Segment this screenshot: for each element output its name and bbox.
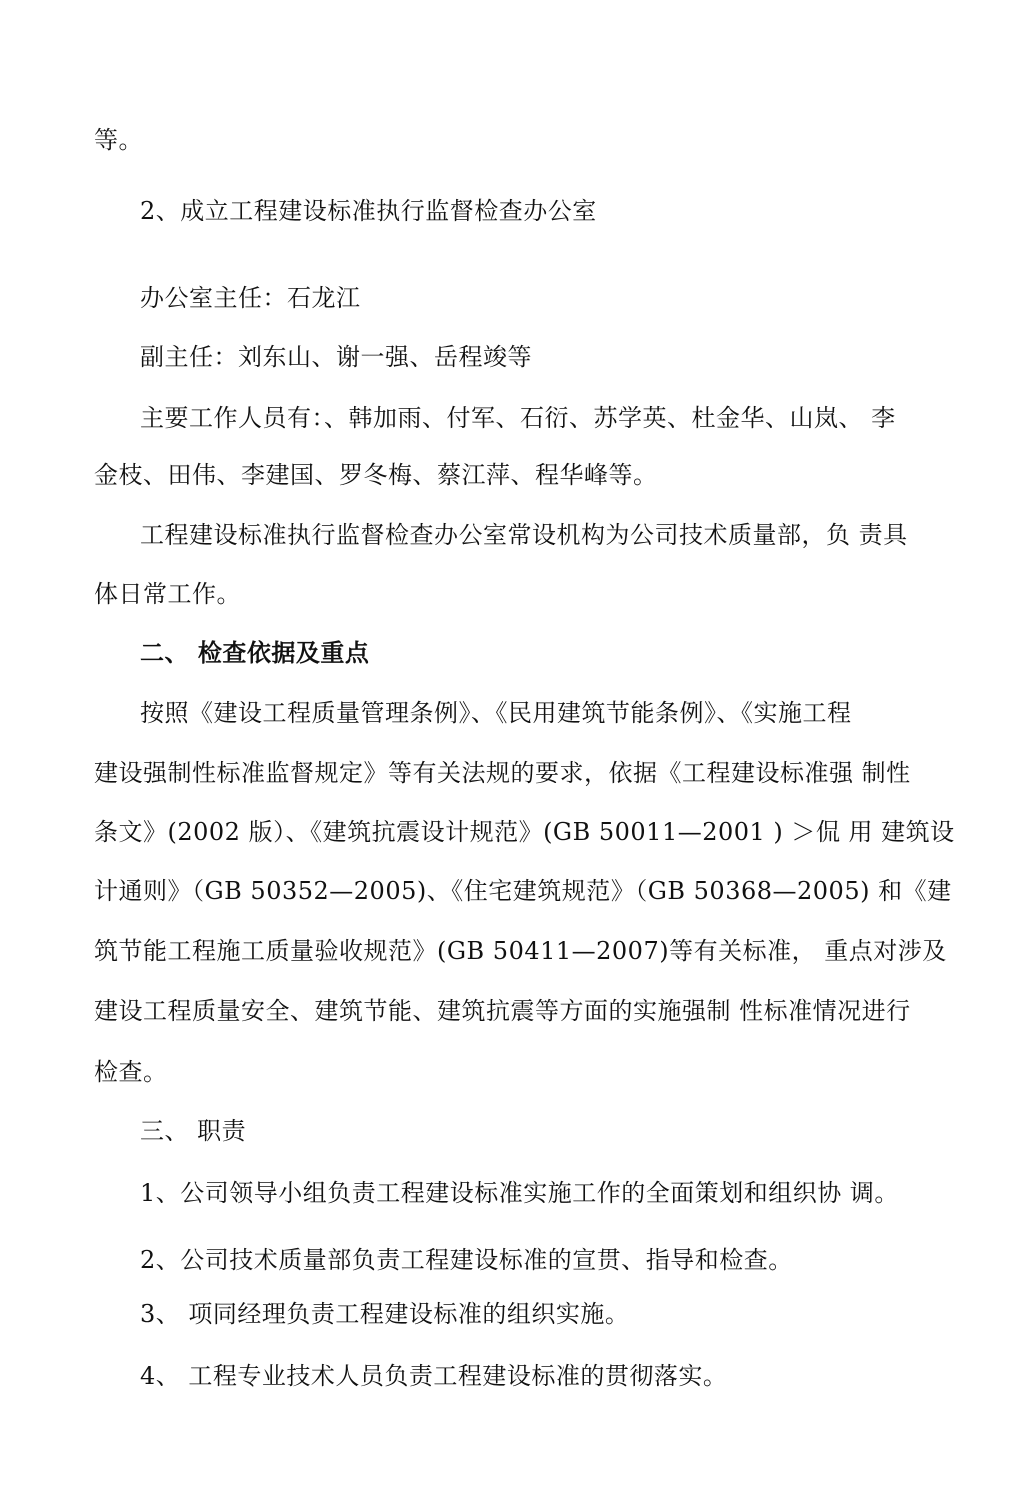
- paragraph-line: 金枝、田伟、李建国、罗冬梅、蔡江萍、程华峰等。: [94, 461, 658, 489]
- section-heading: 三、 职责: [140, 1117, 247, 1145]
- paragraph-line: 筑节能工程施工质量验收规范》(GB 50411—2007)等有关标准， 重点对涉及: [94, 937, 947, 965]
- paragraph-line: 副主任：刘东山、谢一强、岳程竣等: [140, 343, 532, 371]
- list-item: 3、 项同经理负责工程建设标准的组织实施。: [140, 1300, 630, 1328]
- paragraph-line: 办公室主任：石龙江: [140, 284, 361, 312]
- list-item: 4、 工程专业技术人员负责工程建设标准的贯彻落实。: [140, 1362, 728, 1390]
- paragraph-line: 等。: [94, 126, 143, 154]
- paragraph-line: 工程建设标准执行监督检查办公室常设机构为公司技术质量部，负 责具: [140, 521, 908, 549]
- list-item: 1、公司领导小组负责工程建设标准实施工作的全面策划和组织协 调。: [140, 1179, 899, 1207]
- paragraph-line: 建设工程质量安全、建筑节能、建筑抗震等方面的实施强制 性标准情况进行: [94, 997, 911, 1025]
- paragraph-line: 主要工作人员有：、韩加雨、付军、石衍、苏学英、杜金华、山岚、 李: [140, 404, 896, 432]
- section-heading: 二、 检查依据及重点: [140, 638, 370, 667]
- paragraph-line: 检查。: [94, 1058, 168, 1086]
- list-item: 2、公司技术质量部负责工程建设标准的宣贯、指导和检查。: [140, 1246, 793, 1274]
- section-item-heading: 2、成立工程建设标准执行监督检查办公室: [140, 197, 597, 225]
- paragraph-line: 建设强制性标准监督规定》等有关法规的要求，依据《工程建设标准强 制性: [94, 759, 911, 787]
- paragraph-line: 条文》(2002 版）、《建筑抗震设计规范》(GB 50011—2001 ) ＞侃 用 建筑设: [94, 818, 955, 846]
- paragraph-line: 按照《建设工程质量管理条例》、《民用建筑节能条例》、《实施工程: [140, 699, 852, 727]
- paragraph-line: 计通则》（GB 50352—2005)、《住宅建筑规范》（GB 50368—2005) 和《建: [94, 877, 952, 905]
- paragraph-line: 体日常工作。: [94, 580, 241, 608]
